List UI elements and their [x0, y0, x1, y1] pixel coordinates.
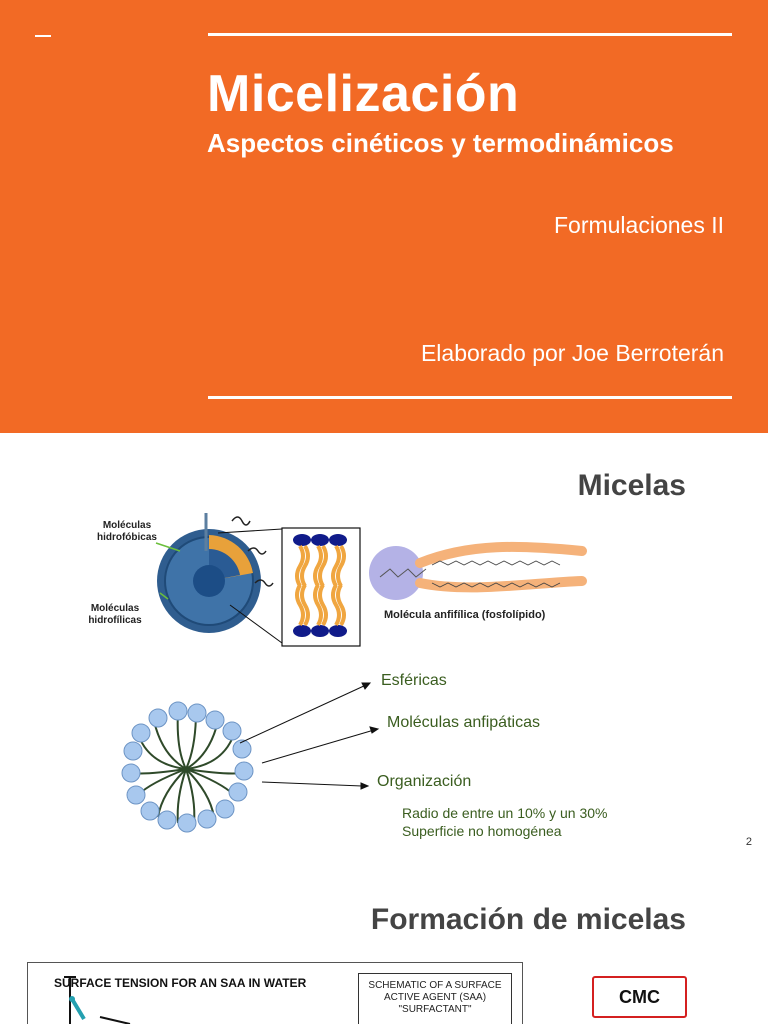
title-slide: [0, 0, 768, 433]
label-hydrophilic: Moléculas hidrofílicas: [88, 603, 142, 626]
course-name: Formulaciones II: [553, 212, 724, 238]
item-organization: Organización: [377, 773, 472, 790]
page-number: 2: [745, 836, 752, 848]
micelle-formation-slide: [0, 867, 768, 1024]
micelles-slide: [0, 433, 768, 867]
section-heading: Formación de micelas: [370, 903, 686, 936]
item-amphipathic: Moléculas anfipáticas: [387, 714, 540, 731]
spherical-micelle-figure: [122, 702, 253, 832]
section-heading: Micelas: [577, 469, 686, 502]
bilayer-figure: [282, 528, 360, 646]
liposome-figure: [156, 513, 282, 643]
label-hydrophobic: Moléculas hidrofóbicas: [96, 520, 157, 543]
chart-title: SURFACE TENSION FOR AN SAA IN WATER: [54, 976, 307, 990]
cmc-box: CMC: [592, 976, 687, 1018]
detail-surface: Superficie no homogénea: [402, 823, 562, 839]
item-spherical: Esféricas: [381, 672, 447, 689]
slide-dash-marker: [35, 35, 51, 37]
top-divider: [208, 33, 732, 36]
pointer-arrows: [240, 683, 378, 789]
label-amphiphilic: Molécula anfifílica (fosfolípido): [384, 609, 546, 621]
slide-subtitle: Aspectos cinéticos y termodinámicos: [207, 128, 674, 158]
bottom-divider: [208, 396, 732, 399]
detail-radius: Radio de entre un 10% y un 30%: [402, 805, 608, 821]
author-credit: Elaborado por Joe Berroterán: [420, 340, 724, 366]
slide-title: Micelización: [207, 65, 520, 123]
phospholipid-figure: [369, 546, 582, 600]
schematic-label: SCHEMATIC OF A SURFACE ACTIVE AGENT (SAA) "SURFACTANT": [358, 973, 512, 1024]
